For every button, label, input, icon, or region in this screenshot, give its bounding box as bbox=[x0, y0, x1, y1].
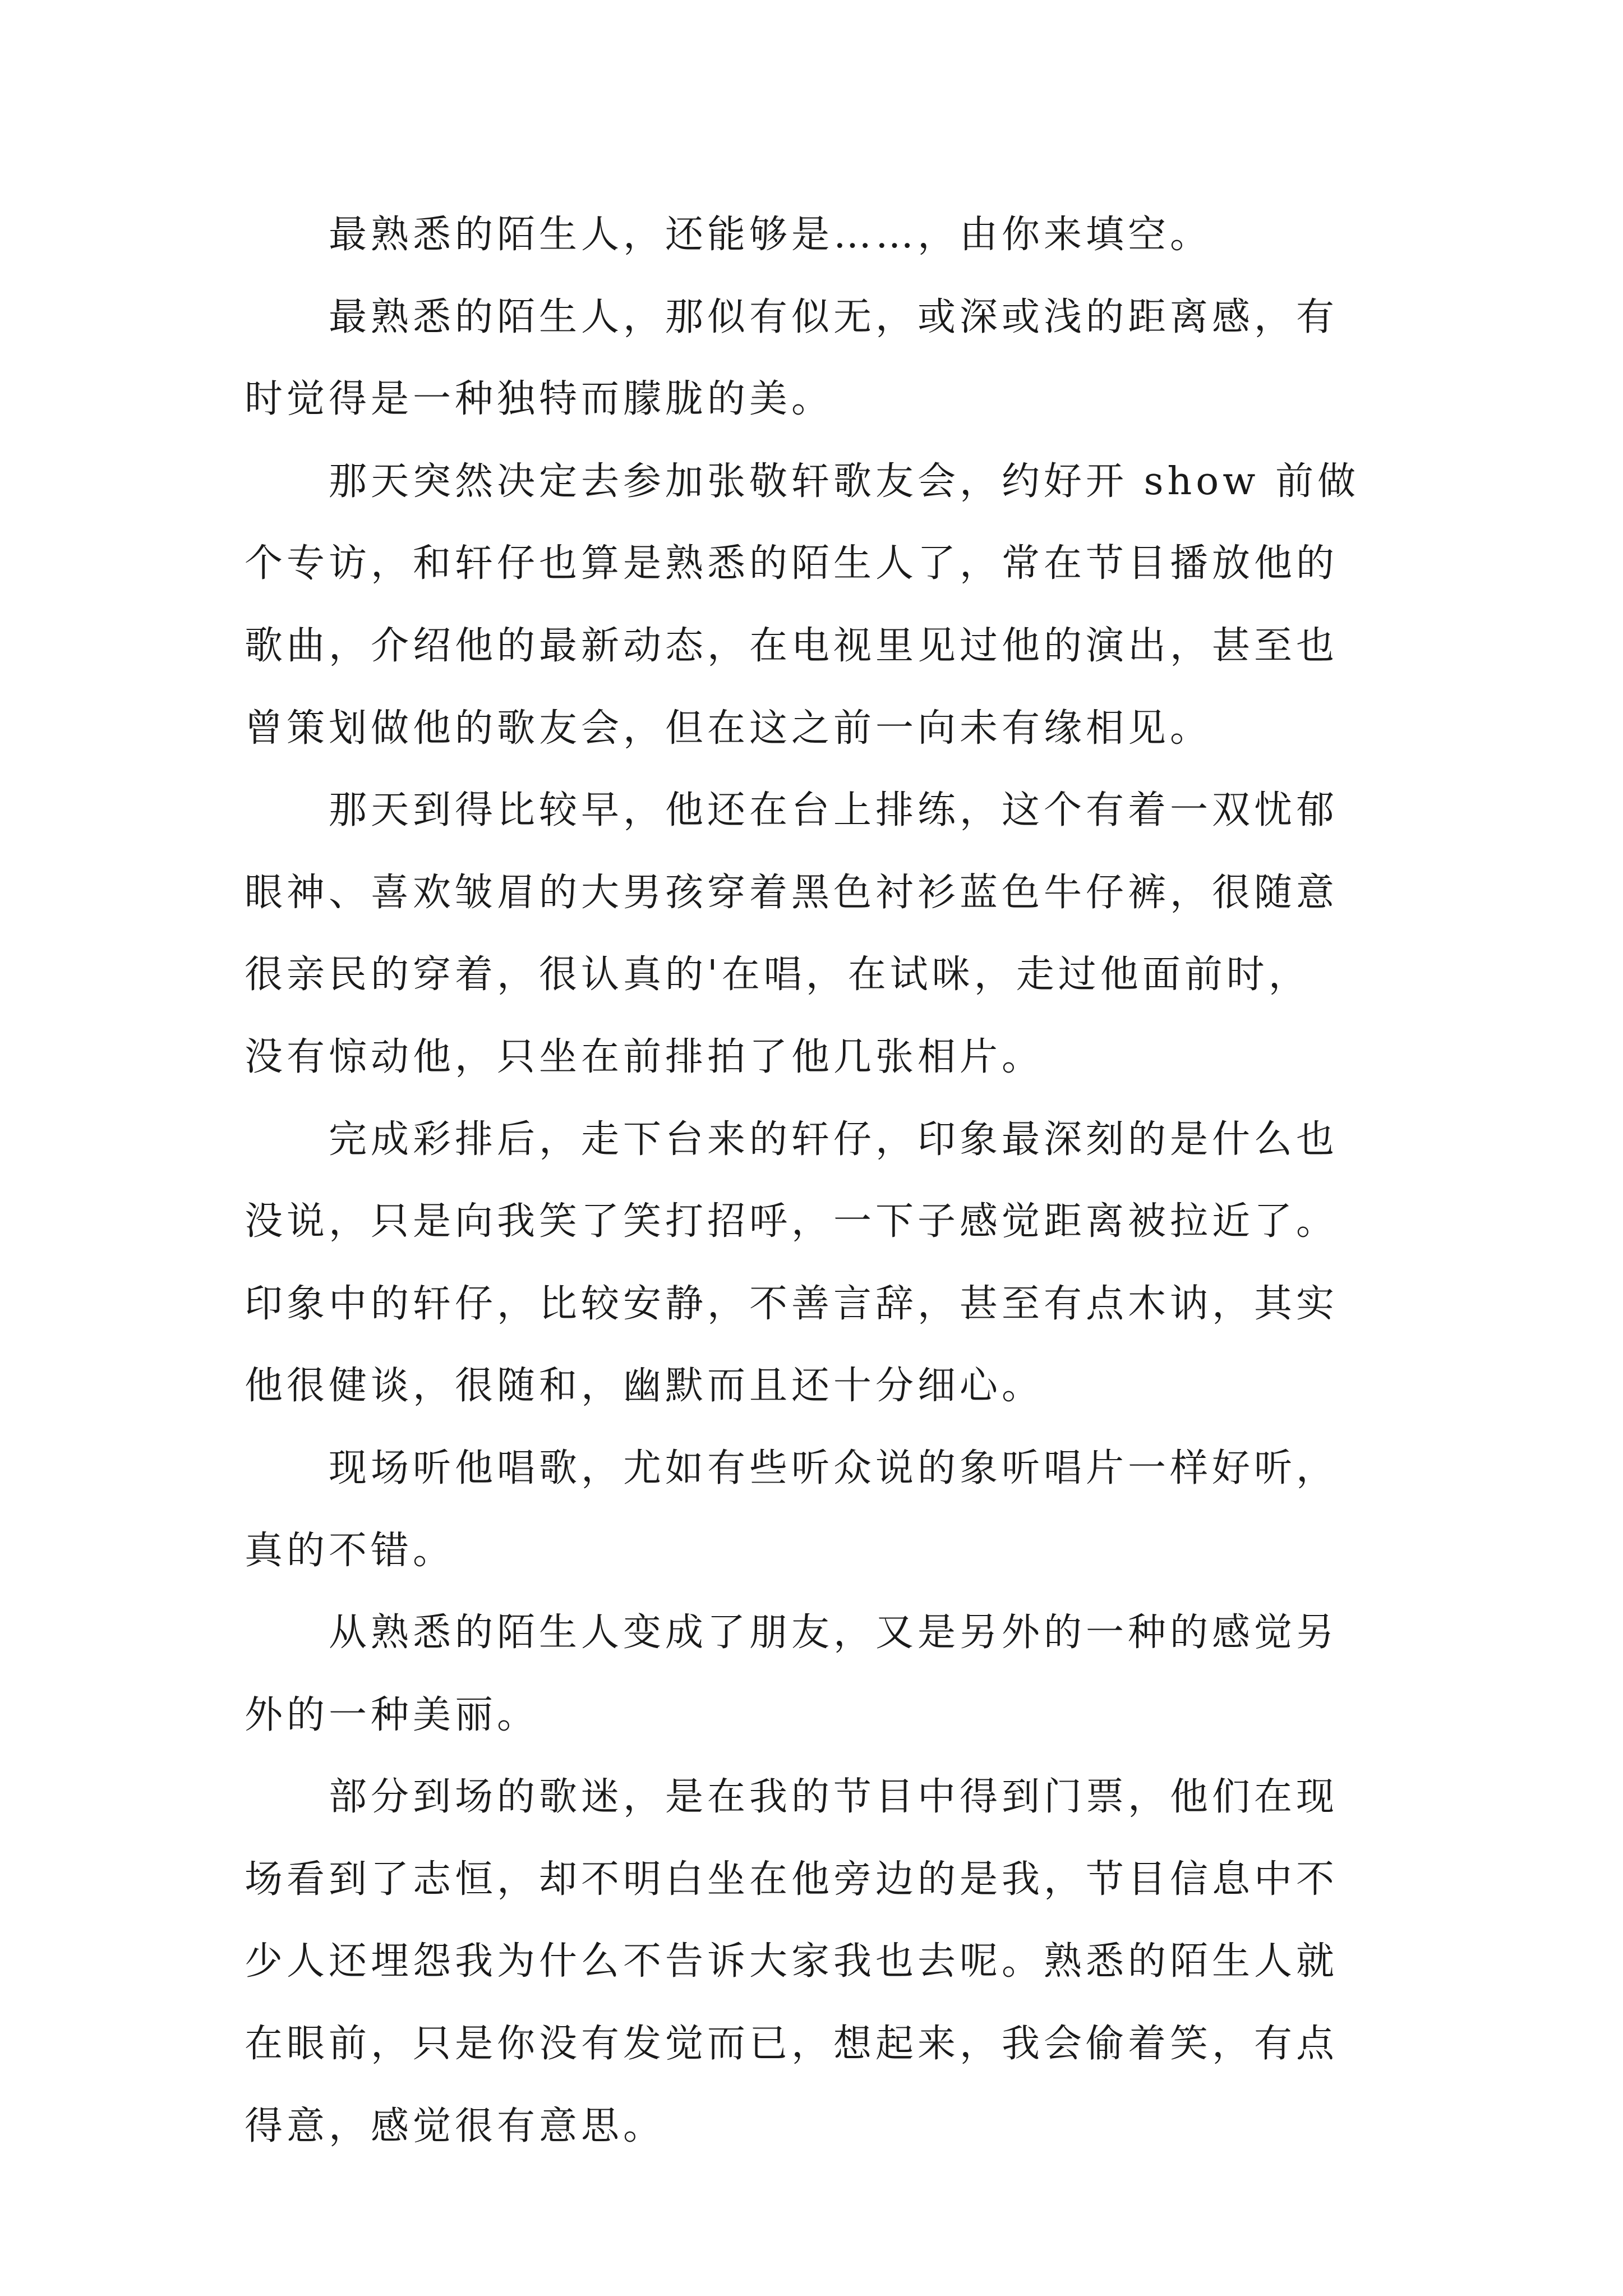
paragraph-4 bbox=[245, 770, 1389, 1098]
paragraph-line: 他很健谈，很随和，幽默而且还十分细心。 bbox=[245, 1364, 1044, 1409]
paragraph-3 bbox=[245, 441, 1389, 770]
paragraph-line: 真的不错。 bbox=[245, 1528, 455, 1573]
paragraph-line: 得意，感觉很有意思。 bbox=[245, 2104, 666, 2148]
paragraph-line: 现场听他唱歌，尤如有些听众说的象听唱片一样好听， bbox=[329, 1446, 1339, 1490]
paragraph-line: 眼神、喜欢皱眉的大男孩穿着黑色衬衫蓝色牛仔裤，很随意 bbox=[245, 870, 1339, 915]
paragraph-line: 时觉得是一种独特而朦胧的美。 bbox=[245, 377, 834, 422]
paragraph-line: 没说，只是向我笑了笑打招呼，一下子感觉距离被拉近了。 bbox=[245, 1199, 1339, 1244]
paragraph-line: 曾策划做他的歌友会，但在这之前一向未有缘相见。 bbox=[245, 706, 1212, 751]
paragraph-line: 印象中的轩仔，比较安静，不善言辞，甚至有点木讷，其实 bbox=[245, 1281, 1339, 1326]
paragraph-line: 很亲民的穿着，很认真的'在唱，在试咪，走过他面前时， bbox=[245, 953, 1311, 997]
paragraph-line: 最熟悉的陌生人，那似有似无，或深或浅的距离感，有 bbox=[329, 295, 1339, 339]
paragraph-line: 少人还埋怨我为什么不告诉大家我也去呢。熟悉的陌生人就 bbox=[245, 1939, 1339, 1984]
paragraph-line: 外的一种美丽。 bbox=[245, 1692, 540, 1737]
paragraph-8 bbox=[245, 1756, 1389, 2168]
paragraph-line: 那天到得比较早，他还在台上排练，这个有着一双忧郁 bbox=[329, 788, 1339, 833]
paragraph-5 bbox=[245, 1099, 1389, 1428]
paragraph-line: 那天突然决定去参加张敬轩歌友会，约好开 show 前做 bbox=[329, 459, 1360, 504]
paragraph-line: 从熟悉的陌生人变成了朋友，又是另外的一种的感觉另 bbox=[329, 1611, 1339, 1655]
paragraph-line: 个专访，和轩仔也算是熟悉的陌生人了，常在节目播放他的 bbox=[245, 541, 1339, 586]
document-body bbox=[245, 194, 1389, 2168]
paragraph-line: 完成彩排后，走下台来的轩仔，印象最深刻的是什么也 bbox=[329, 1117, 1339, 1162]
paragraph-7 bbox=[245, 1592, 1389, 1756]
paragraph-line: 场看到了志恒，却不明白坐在他旁边的是我，节目信息中不 bbox=[245, 1857, 1339, 1902]
paragraph-line: 部分到场的歌迷，是在我的节目中得到门票，他们在现 bbox=[329, 1775, 1339, 1820]
paragraph-line: 在眼前，只是你没有发觉而已，想起来，我会偷着笑，有点 bbox=[245, 2022, 1339, 2067]
paragraph-1 bbox=[245, 194, 1389, 277]
paragraph-2 bbox=[245, 277, 1389, 441]
paragraph-line: 没有惊动他，只坐在前排拍了他几张相片。 bbox=[245, 1034, 1044, 1079]
paragraph-line: 最熟悉的陌生人，还能够是……，由你来填空。 bbox=[329, 213, 1212, 257]
paragraph-6 bbox=[245, 1428, 1389, 1592]
paragraph-line: 歌曲，介绍他的最新动态，在电视里见过他的演出，甚至也 bbox=[245, 623, 1339, 668]
